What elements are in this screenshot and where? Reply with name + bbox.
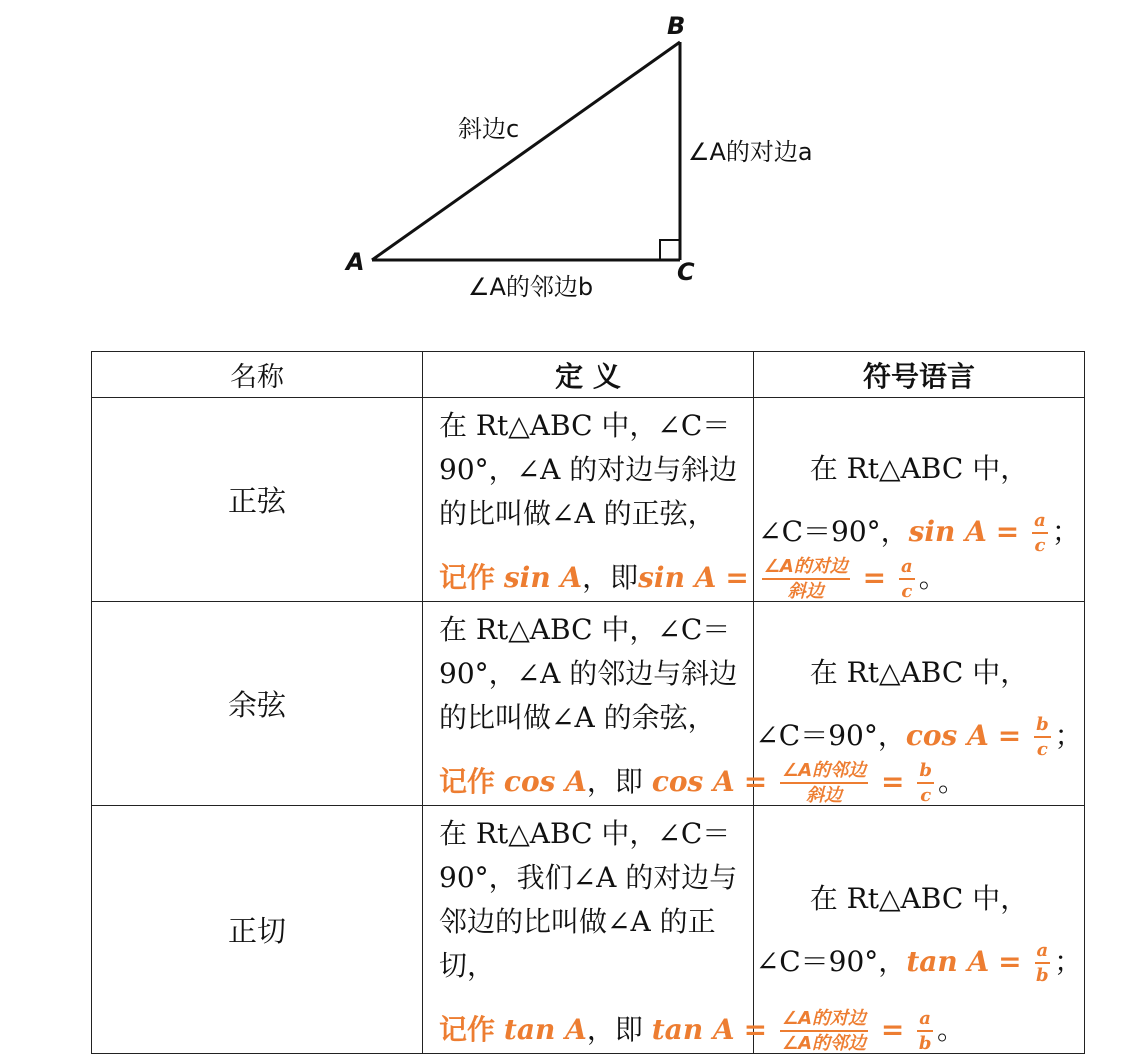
symbol-denominator: b xyxy=(1036,965,1049,986)
definition-text: 在 Rt△ABC 中，∠C＝90°，∠A 的邻边与斜边的比叫做∠A 的余弦， xyxy=(439,613,738,734)
letter-fraction xyxy=(917,1010,933,1053)
symbol-line-2: ∠C＝90°，sin A = $\frac{a}{c}$ ； xyxy=(758,510,1080,556)
symbol-fraction xyxy=(1034,716,1051,759)
symbol-line-2: ∠C＝90°，cos A = $\frac{b}{c}$ ； xyxy=(755,714,1083,760)
fraction-denominator: 斜边 xyxy=(787,581,824,602)
func-name: cos A xyxy=(503,765,587,798)
header-definition: 定 义 xyxy=(423,352,754,398)
symbol-end: ； xyxy=(1054,945,1083,978)
hypotenuse-line xyxy=(372,42,680,260)
notation-end: 。 xyxy=(938,765,967,798)
table-header-row xyxy=(92,352,1085,398)
ratio-numerator: a xyxy=(899,558,915,580)
row-name: 正切 xyxy=(92,806,423,1054)
word-fraction xyxy=(762,558,850,601)
symbol-condition: ∠C＝90°， xyxy=(755,719,906,752)
trig-definition-table xyxy=(91,351,1085,1054)
row-name: 余弦 xyxy=(92,602,423,806)
table-row xyxy=(92,602,1085,806)
symbol-numerator: a xyxy=(1032,512,1048,534)
vertex-a-label: A xyxy=(346,248,365,276)
table-row xyxy=(92,398,1085,602)
ratio-numerator: a xyxy=(917,1010,933,1032)
symbol-condition: ∠C＝90°， xyxy=(755,945,907,978)
symbol-end: ； xyxy=(1051,515,1080,548)
symbol-line-1: 在 Rt△ABC 中， xyxy=(809,452,1029,485)
fraction-denominator: 斜边 xyxy=(806,785,843,806)
symbol-end: ； xyxy=(1054,719,1083,752)
func-name-2: sin A xyxy=(638,561,717,594)
fraction-numerator: ∠A的对边 xyxy=(762,558,850,580)
symbol-denominator: c xyxy=(1034,535,1046,556)
notation-line: 记作 sin A，即sin A = $\frac{\text{∠A的对边}}{\text{斜边}}$ = $\frac{a}{c}$ 。 xyxy=(439,556,947,602)
symbol-func: tan A xyxy=(906,945,990,978)
symbol-denominator: c xyxy=(1036,739,1048,760)
symbol-line-1: 在 Rt△ABC 中， xyxy=(809,882,1029,915)
notation-prefix: 记作 xyxy=(439,561,496,594)
header-symbol: 符号语言 xyxy=(754,352,1085,398)
row-name: 正弦 xyxy=(92,398,423,602)
letter-fraction xyxy=(899,558,915,601)
ratio-denominator: c xyxy=(901,581,913,602)
symbol-numerator: b xyxy=(1034,716,1051,738)
vertex-c-label: C xyxy=(677,258,695,286)
notation-mid: ，即 xyxy=(586,1013,643,1046)
symbol-func: sin A xyxy=(908,515,987,548)
func-name-2: cos A xyxy=(651,765,735,798)
word-fraction xyxy=(780,1010,868,1053)
header-name: 名称 xyxy=(92,352,423,398)
word-fraction xyxy=(780,762,868,805)
func-name: sin A xyxy=(503,561,583,594)
notation-end: 。 xyxy=(936,1013,965,1046)
definition-text: 在 Rt△ABC 中，∠C＝90°，∠A 的对边与斜边的比叫做∠A 的正弦， xyxy=(439,409,738,530)
fraction-numerator: ∠A的对边 xyxy=(780,1010,868,1032)
right-triangle-diagram xyxy=(0,0,1144,320)
symbol-line-1: 在 Rt△ABC 中， xyxy=(809,656,1029,689)
notation-end: 。 xyxy=(918,561,947,594)
opposite-side-label: ∠A的对边a xyxy=(688,138,813,166)
table-row xyxy=(92,806,1085,1054)
symbol-fraction xyxy=(1032,512,1048,555)
notation-mid: ，即 xyxy=(586,765,643,798)
ratio-denominator: b xyxy=(918,1033,932,1054)
right-angle-mark xyxy=(660,240,680,260)
symbol-line-2: ∠C＝90°，tan A = $\frac{a}{b}$ ； xyxy=(755,940,1083,986)
ratio-denominator: c xyxy=(920,785,932,806)
notation-line: 记作 tan A，即 tan A = $\frac{\text{∠A的对边}}{\text{∠A的邻边}}$ = $\frac{a}{b}$ 。 xyxy=(439,1008,965,1054)
symbol-condition: ∠C＝90°， xyxy=(758,515,909,548)
definition-text: 在 Rt△ABC 中，∠C＝90°，我们∠A 的对边与邻边的比叫做∠A 的正切， xyxy=(439,817,738,982)
letter-fraction xyxy=(917,762,934,805)
notation-prefix: 记作 xyxy=(439,765,496,798)
func-name: tan A xyxy=(503,1013,587,1046)
vertex-b-label: B xyxy=(667,12,686,40)
symbol-func: cos A xyxy=(905,719,989,752)
notation-prefix: 记作 xyxy=(439,1013,496,1046)
fraction-denominator: ∠A的邻边 xyxy=(781,1033,867,1054)
hypotenuse-label: 斜边c xyxy=(458,115,520,143)
notation-mid: ，即 xyxy=(582,561,639,594)
symbol-numerator: a xyxy=(1035,942,1051,964)
func-name-2: tan A xyxy=(651,1013,735,1046)
ratio-numerator: b xyxy=(917,762,934,784)
notation-line: 记作 cos A，即 cos A = $\frac{\text{∠A的邻边}}{\text{斜边}}$ = $\frac{b}{c}$ 。 xyxy=(439,760,967,806)
fraction-numerator: ∠A的邻边 xyxy=(780,762,868,784)
adjacent-side-label: ∠A的邻边b xyxy=(468,273,594,301)
